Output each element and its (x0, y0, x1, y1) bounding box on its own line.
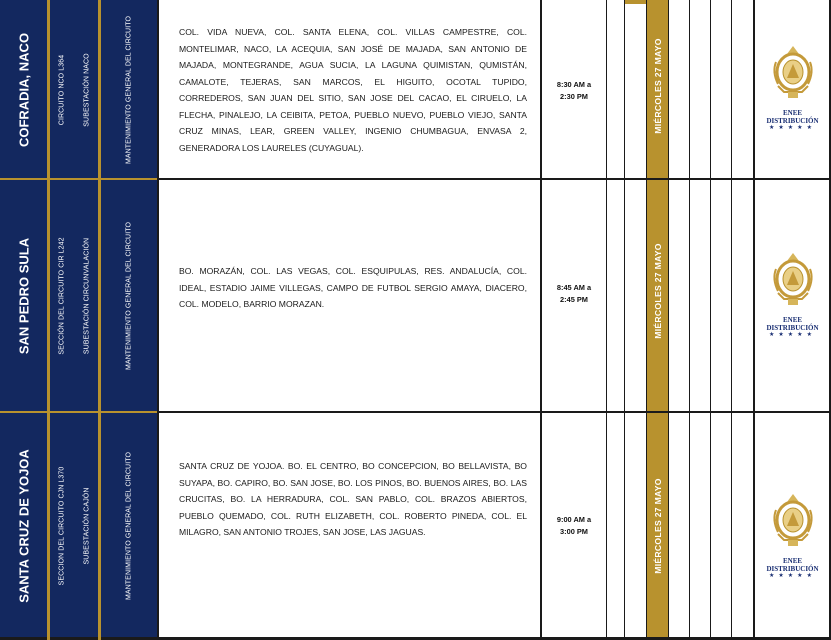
column-divider (646, 0, 647, 640)
column-divider (710, 0, 711, 640)
logo-enee: ENEE (782, 557, 803, 565)
substation-label: SUBESTACIÓN CAJÓN (83, 487, 90, 565)
table-row (0, 412, 831, 640)
date-cell (647, 0, 668, 179)
work-label: MANTENIMIENTO GENERAL DEL CIRCUITO (125, 221, 133, 370)
date-label: MIÉRCOLES 27 MAYO (652, 478, 663, 574)
work-label: MANTENIMIENTO GENERAL DEL CIRCUITO (125, 15, 133, 164)
affected-areas-text: BO. MORAZÁN, COL. LAS VEGAS, COL. ESQUIPULAS, RES. ANDALUCÍA, COL. IDEAL, ESTADIO JAIME VILLEGAS, CAMPO DE FUTBOL SERGIO AMAYA, DIACERO, COL. MODELO, BARRIO MORAZAN. (179, 266, 527, 309)
table-row (0, 0, 831, 179)
date-label: MIÉRCOLES 27 MAYO (652, 243, 663, 339)
stars-icon: ★★★★★ (769, 573, 816, 579)
row-divider-gold (0, 411, 157, 413)
circuit-label: SECCIÓN DEL CIRCUITO CIR L242 (58, 236, 66, 355)
work-label: MANTENIMIENTO GENERAL DEL CIRCUITO (125, 451, 133, 601)
circuit-cell (50, 412, 74, 640)
logo-cell (754, 179, 831, 412)
time-start: 8:30 AM a (556, 80, 592, 89)
time-end: 2:30 PM (560, 92, 588, 101)
time-cell (541, 0, 607, 179)
column-divider (98, 0, 101, 640)
affected-areas-text: SANTA CRUZ DE YOJOA. BO. EL CENTRO, BO CONCEPCION, BO BELLAVISTA, BO SUYAPA, BO. CAPIRO, BO. SAN JOSE, BO. LOS PINOS, BO. BUENOS AIRES, BO. LAS CRUCITAS, BO. LA HERRADURA, COL. SAN PABLO, COL. BRAZOS ABIERTOS, PUEBLO QUEMADO, COL. RUTH ELIZABETH, COL. ROBERTO PINEDA, COL. EL MILAGRO, SAN ANTONIO TROJES, SAN JOSE, LAS JAGUAS. (179, 461, 527, 537)
time-end: 3:00 PM (560, 527, 588, 536)
logo-distribucion: DISTRIBUCIÓN (766, 565, 819, 573)
city-name: SANTA CRUZ DE YOJOA (16, 449, 31, 603)
substation-cell (74, 179, 99, 412)
city-cell (0, 179, 47, 412)
areas-cell (157, 0, 541, 179)
substation-cell (74, 412, 99, 640)
circuit-label: SECCION DEL CIRCUITO CJN L370 (58, 466, 66, 586)
work-cell (101, 412, 157, 640)
areas-cell (157, 179, 541, 412)
date-cell (647, 412, 668, 640)
areas-cell (157, 412, 541, 640)
column-divider (157, 0, 159, 640)
work-cell (101, 0, 157, 179)
table-row (0, 179, 831, 412)
date-label: MIÉRCOLES 27 MAYO (652, 38, 663, 134)
enee-coat-of-arms-icon (770, 247, 816, 311)
circuit-cell (50, 0, 74, 179)
time-cell (541, 179, 607, 412)
enee-coat-of-arms-icon (770, 40, 816, 104)
time-start: 8:45 AM a (556, 283, 592, 292)
logo-enee: ENEE (782, 316, 803, 324)
logo-cell (754, 0, 831, 179)
date-cell (647, 179, 668, 412)
column-divider (606, 0, 607, 640)
stars-icon: ★★★★★ (769, 332, 816, 338)
column-divider (731, 0, 732, 640)
city-cell (0, 412, 47, 640)
logo-enee: ENEE (782, 109, 803, 117)
circuit-cell (50, 179, 74, 412)
city-name: SAN PEDRO SULA (16, 237, 31, 354)
substation-label: SUBESTACIÓN CIRCUNVALACIÓN (83, 237, 90, 354)
work-cell (101, 179, 157, 412)
stars-icon: ★★★★★ (769, 125, 816, 131)
column-divider (540, 0, 542, 640)
time-end: 2:45 PM (560, 295, 588, 304)
time-cell (541, 412, 607, 640)
substation-cell (74, 0, 99, 179)
column-divider (47, 0, 50, 640)
affected-areas-text: COL. VIDA NUEVA, COL. SANTA ELENA, COL. VILLAS CAMPESTRE, COL. MONTELIMAR, NACO, LA ACEQUIA, SAN JOSÉ DE MAJADA, SAN ANTONIO DE MAJADA, MONTEGRANDE, AGUA SUCIA, LA LAGUNA QUIMISTAN, QUMISTÁN, CAMALOTE, TEJERAS, SAN MARCOS, EL HIGUITO, OCOTAL TUPIDO, CORREDEROS, SAN JUAN DEL SITIO, SAN JOSE DEL CACAO, EL CIRUELO, LA FLECHA, PINALEJO, LA CEIBITA, PETOA, PUEBLO NUEVO, PUEBLO VIEJO, SANTA CRUZ MINAS, LEAR, GREEN VALLEY, INGENIO CHUMBAGUA, ENVASA 2, GENERADORA LOS LAURELES (CUYAGUAL). (179, 27, 527, 153)
time-start: 9:00 AM a (556, 515, 592, 524)
enee-coat-of-arms-icon (770, 488, 816, 552)
column-divider (689, 0, 690, 640)
logo-distribucion: DISTRIBUCIÓN (766, 324, 819, 332)
column-divider (753, 0, 755, 640)
circuit-label: CIRCUITO NCO L364 (58, 54, 66, 125)
logo-cell (754, 412, 831, 640)
logo-distribucion: DISTRIBUCIÓN (766, 117, 819, 125)
city-cell (0, 0, 47, 179)
row-divider-gold (0, 178, 157, 180)
substation-label: SUBESTACIÓN NACO (83, 52, 90, 127)
gold-tab (625, 0, 646, 4)
city-name: COFRADIA, NACO (16, 32, 31, 147)
column-divider (624, 0, 625, 640)
column-divider (668, 0, 669, 640)
